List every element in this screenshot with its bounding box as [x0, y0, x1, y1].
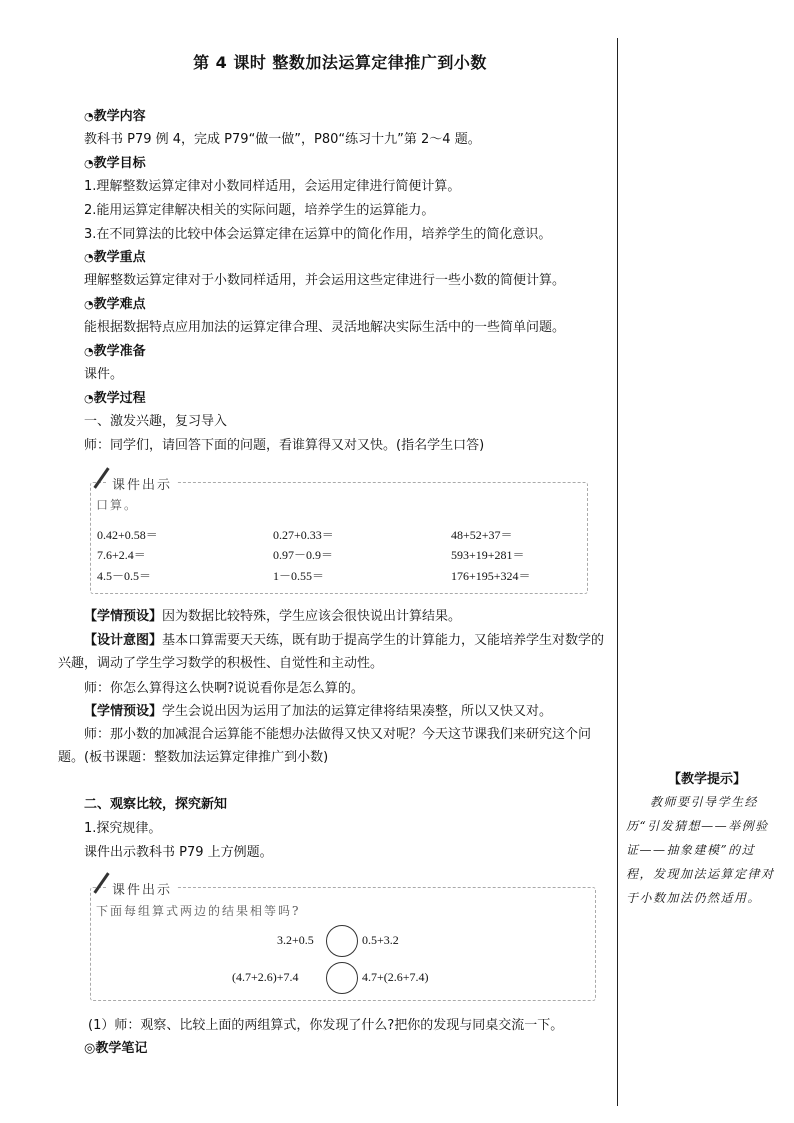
prep-text: 课件。: [84, 367, 124, 382]
bullet-icon: ◔: [84, 157, 94, 170]
bullet-icon: ◔: [84, 392, 94, 405]
side-note-body: 教师要引导学生经历“引发猜想——举例验证——抽象建模”的过程，发现加法运算定律对于小数加法仍然适用。: [626, 795, 775, 905]
paragraph-preview-2: 【学情预设】学生会说出因为运用了加法的运算定律将结果凑整，所以又快又对。: [84, 704, 553, 719]
section-heading-prep: ◔教学准备: [84, 344, 146, 359]
step-2-heading: 二、观察比较，探究新知: [84, 797, 228, 812]
expr-left-1: 3.2+0.5: [277, 933, 314, 947]
step-2-line-1: 1.探究规律。: [84, 821, 162, 836]
example-question: 下面每组算式两边的结果相等吗?: [96, 904, 301, 918]
compare-circle: [326, 962, 358, 994]
side-note-title: 【教学提示】: [667, 772, 746, 787]
page-title: 第 4 课时 整数加法运算定律推广到小数: [193, 53, 487, 72]
courseware-caption: 课件出示: [108, 474, 176, 493]
section-heading-content: ◔教学内容: [84, 109, 146, 124]
teacher-line-4: (1）师：观察、比较上面的两组算式，你发现了什么?把你的发现与同桌交流一下。: [88, 1018, 564, 1033]
section-heading-difficulty: ◔教学难点: [84, 297, 146, 312]
bullet-icon: ◔: [84, 110, 94, 123]
bullet-icon: ◔: [84, 345, 94, 358]
compare-circle: [326, 925, 358, 957]
teacher-line-2: 师：你怎么算得这么快啊?说说看你是怎么算的。: [84, 681, 364, 696]
content-text: 教科书 P79 例 4，完成 P79“做一做”，P80“练习十九”第 2～4 题。: [84, 132, 481, 147]
expr: 1－0.55＝: [273, 569, 325, 583]
bullet-icon: ◔: [84, 298, 94, 311]
step-1-heading: 一、激发兴趣，复习导入: [84, 414, 228, 429]
expr: 7.6+2.4＝: [97, 548, 146, 562]
column-divider: [617, 38, 618, 1106]
expr: 4.5－0.5＝: [97, 569, 152, 583]
section-heading-key: ◔教学重点: [84, 250, 146, 265]
step-2-line-2: 课件出示教科书 P79 上方例题。: [84, 845, 273, 860]
expr: 0.42+0.58＝: [97, 528, 158, 542]
expr: 593+19+281＝: [451, 548, 525, 562]
section-heading-process: ◔教学过程: [84, 391, 146, 406]
expr-right-1: 0.5+3.2: [362, 933, 399, 947]
expr-right-2: 4.7+(2.6+7.4): [362, 970, 429, 984]
expr: 176+195+324＝: [451, 569, 531, 583]
courseware-caption: 课件出示: [108, 879, 176, 898]
expr: 0.27+0.33＝: [273, 528, 334, 542]
goal-2: 2.能用运算定律解决相关的实际问题，培养学生的运算能力。: [84, 203, 435, 218]
expr: 48+52+37＝: [451, 528, 513, 542]
expr: 0.97－0.9＝: [273, 548, 334, 562]
difficulty-text: 能根据数据特点应用加法的运算定律合理、灵活地解决实际生活中的一些简单问题。: [84, 320, 566, 335]
teacher-line-1: 师：同学们，请回答下面的问题，看谁算得又对又快。(指名学生口答): [84, 438, 485, 453]
goal-1: 1.理解整数运算定律对小数同样适用，会运用定律进行简便计算。: [84, 179, 461, 194]
notes-icon: ◎: [84, 1041, 96, 1056]
section-heading-goals: ◔教学目标: [84, 156, 146, 171]
expr-left-2: (4.7+2.6)+7.4: [232, 970, 299, 984]
teacher-line-3: 师：那小数的加减混合运算能不能想办法做得又快又对呢？今天这节课我们来研究这个问题。(板书课题：整数加法运算定律推广到小数): [58, 727, 592, 765]
paragraph-design-intent: 【设计意图】基本口算需要天天练，既有助于提高学生的计算能力，又能培养学生对数学的兴趣，调动了学生学习数学的积极性、自觉性和主动性。: [58, 633, 605, 671]
section-heading-notes: ◎教学笔记: [84, 1041, 148, 1056]
goal-3: 3.在不同算法的比较中体会运算定律在运算中的简化作用，培养学生的简化意识。: [84, 227, 552, 242]
paragraph-preview-1: 【学情预设】因为数据比较特殊，学生应该会很快说出计算结果。: [84, 609, 462, 624]
key-text: 理解整数运算定律对于小数同样适用，并会运用这些定律进行一些小数的简便计算。: [84, 273, 566, 288]
bullet-icon: ◔: [84, 251, 94, 264]
oral-instruction: 口算。: [96, 498, 139, 512]
